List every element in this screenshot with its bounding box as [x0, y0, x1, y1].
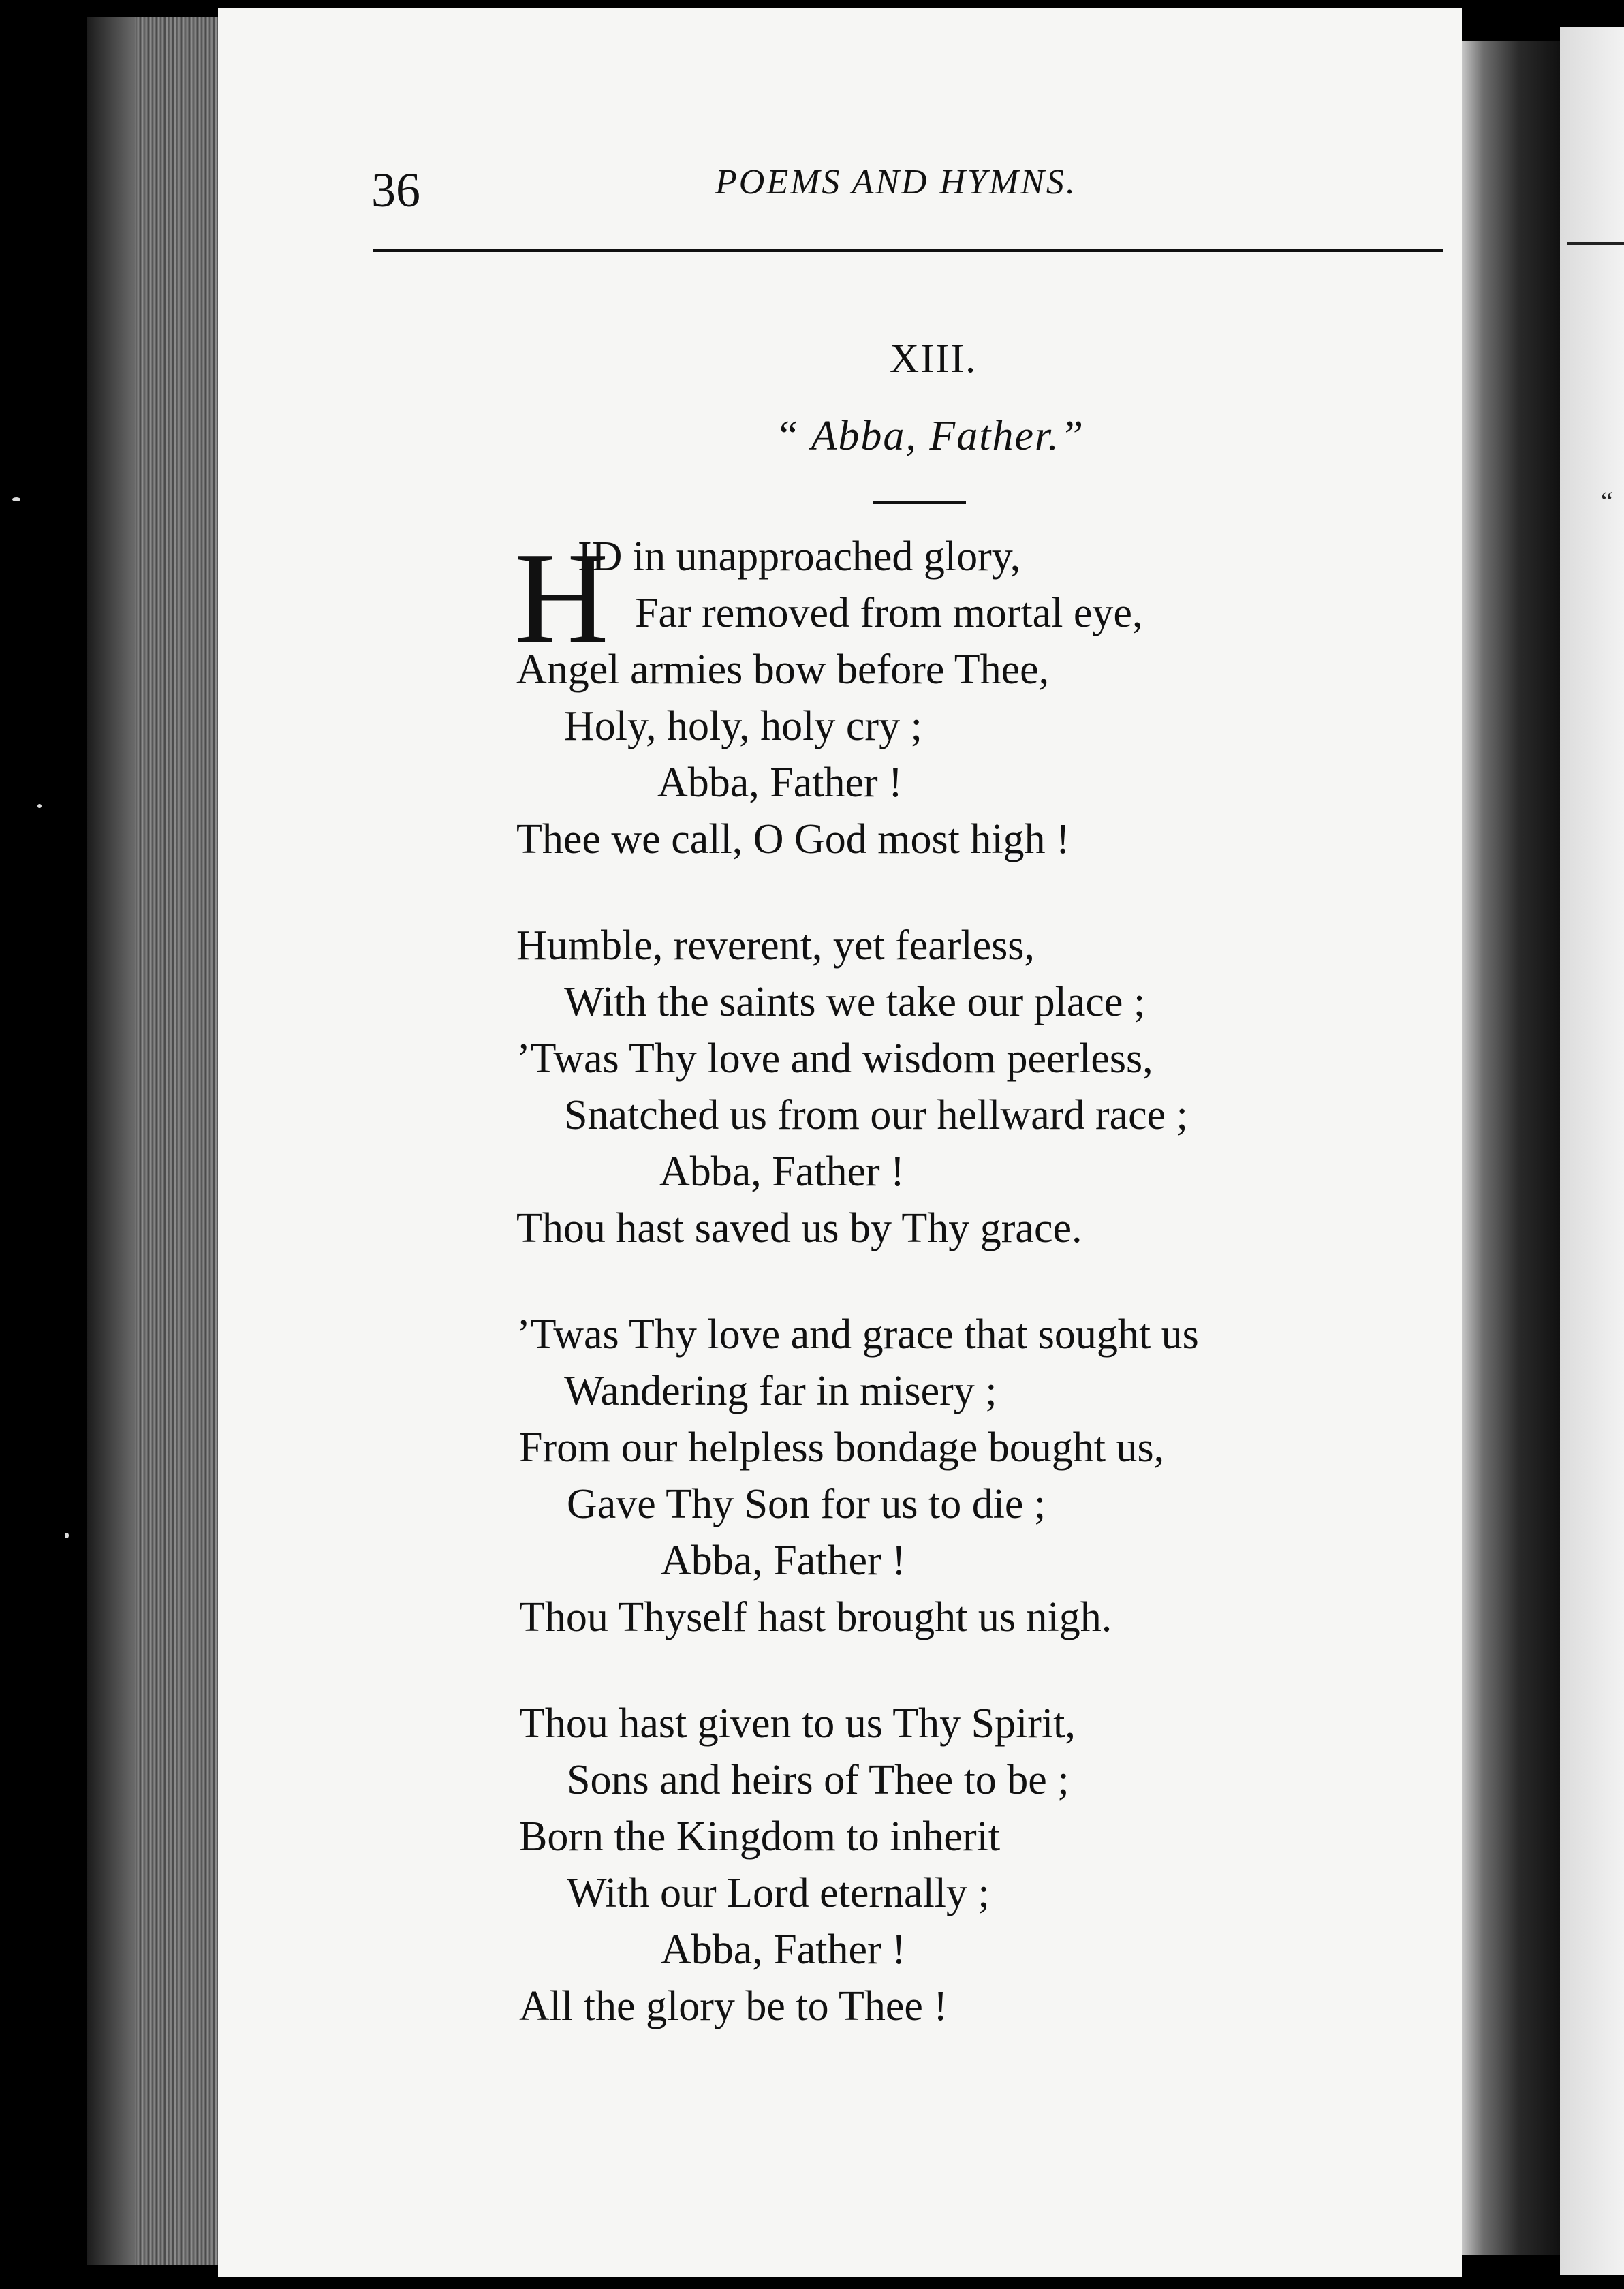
- poem-line: Humble, reverent, yet fearless,: [516, 922, 1035, 969]
- next-page-quote: “: [1601, 486, 1613, 516]
- poem-line: Abba, Father !: [659, 1149, 905, 1195]
- poem-line: All the glory be to Thee !: [519, 1983, 948, 2029]
- poem-number: XIII.: [889, 336, 978, 381]
- poem-line: Far removed from mortal eye,: [635, 590, 1143, 636]
- drop-cap: H: [514, 525, 609, 670]
- poem-line: Abba, Father !: [657, 760, 903, 806]
- poem-line: Thou Thyself hast brought us nigh.: [519, 1594, 1112, 1640]
- poem-line: Angel armies bow before Thee,: [516, 647, 1050, 693]
- poem-line: Born the Kingdom to inherit: [519, 1813, 1001, 1860]
- poem-line: ’Twas Thy love and wisdom peerless,: [516, 1036, 1153, 1082]
- poem-line: ID in unapproached glory,: [578, 533, 1021, 580]
- scan-speck: [65, 1533, 69, 1538]
- poem-line: Thee we call, O God most high !: [516, 816, 1070, 862]
- poem-line: With the saints we take our place ;: [564, 979, 1146, 1025]
- poem-line: With our Lord eternally ;: [567, 1870, 990, 1916]
- poem-line: Gave Thy Son for us to die ;: [567, 1481, 1046, 1527]
- poem-line: Abba, Father !: [661, 1927, 906, 1973]
- running-head: POEMS AND HYMNS.: [715, 163, 1077, 202]
- poem-line: Snatched us from our hellward race ;: [564, 1092, 1188, 1138]
- page-number: 36: [371, 163, 420, 217]
- poem-line: Abba, Father !: [661, 1538, 906, 1584]
- poem-line: Thou hast saved us by Thy grace.: [516, 1205, 1082, 1251]
- poem-line: ’Twas Thy love and grace that sought us: [516, 1311, 1199, 1358]
- poem-line: Sons and heirs of Thee to be ;: [567, 1757, 1069, 1803]
- poem-line: From our helpless bondage bought us,: [519, 1424, 1165, 1471]
- scan-speck: [12, 497, 20, 501]
- poem-line: Wandering far in misery ;: [564, 1368, 997, 1414]
- poem-line: Thou hast given to us Thy Spirit,: [519, 1700, 1076, 1747]
- poem-title: “ Abba, Father.”: [775, 413, 1085, 459]
- scan-speck: [37, 804, 42, 808]
- poem-line: Holy, holy, holy cry ;: [564, 703, 922, 749]
